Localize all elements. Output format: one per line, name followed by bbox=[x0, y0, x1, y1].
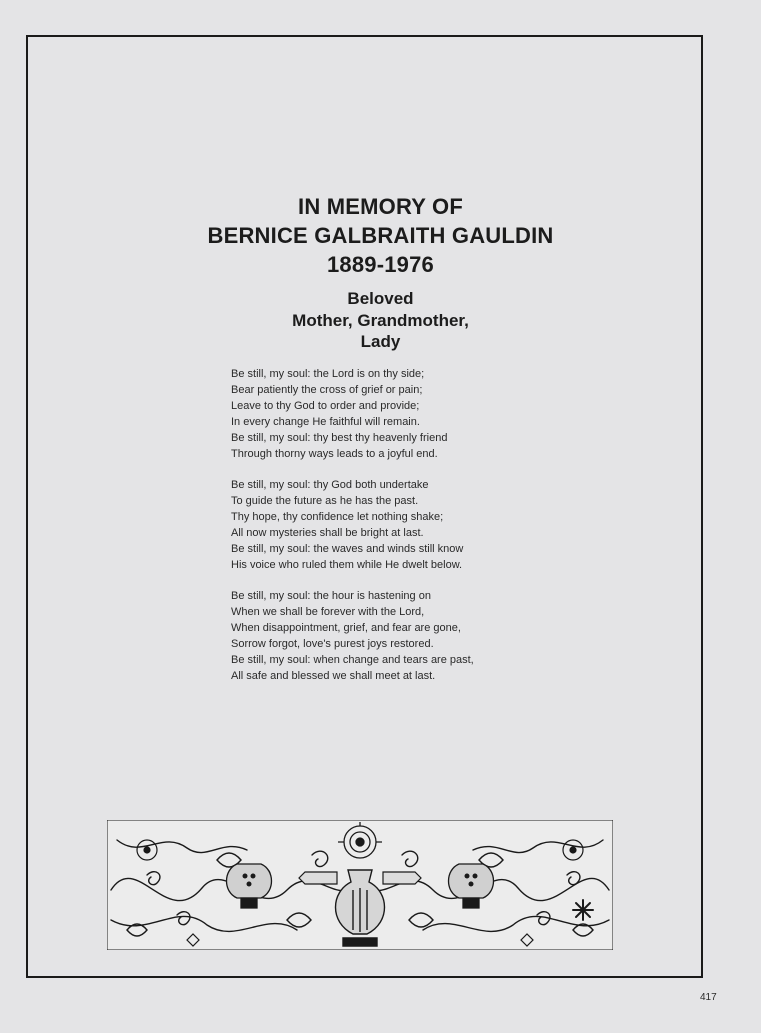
poem-line: In every change He faithful will remain. bbox=[231, 416, 420, 428]
heading-line-1: IN MEMORY OF bbox=[298, 194, 463, 219]
poem-line: When disappointment, grief, and fear are gone, bbox=[231, 622, 461, 634]
subheading-line-2: Mother, Grandmother, bbox=[292, 310, 469, 330]
poem-line: When we shall be forever with the Lord, bbox=[231, 606, 425, 618]
subheading-line-1: Beloved bbox=[347, 289, 414, 308]
poem-line: Be still, my soul: when change and tears are past, bbox=[231, 654, 474, 666]
memorial-heading bbox=[0, 192, 761, 279]
poem-line: All now mysteries shall be bright at last. bbox=[231, 527, 424, 539]
poem bbox=[231, 366, 474, 699]
poem-line: Leave to thy God to order and provide; bbox=[231, 400, 420, 412]
memorial-subheading bbox=[0, 288, 761, 353]
poem-line: Through thorny ways leads to a joyful end. bbox=[231, 448, 438, 460]
poem-line: Be still, my soul: the waves and winds still know bbox=[231, 543, 464, 555]
poem-line: To guide the future as he has the past. bbox=[231, 495, 419, 507]
poem-line: Be still, my soul: the Lord is on thy side; bbox=[231, 368, 425, 380]
poem-line: Sorrow forgot, love's purest joys restored. bbox=[231, 638, 434, 650]
poem-line: Be still, my soul: thy God both undertake bbox=[231, 479, 429, 491]
page-number: 417 bbox=[700, 992, 717, 1003]
heading-name: BERNICE GALBRAITH GAULDIN bbox=[207, 223, 554, 248]
poem-line: Bear patiently the cross of grief or pain; bbox=[231, 384, 423, 396]
poem-line: Be still, my soul: thy best thy heavenly friend bbox=[231, 432, 448, 444]
poem-line: Thy hope, thy confidence let nothing shake; bbox=[231, 511, 444, 523]
poem-stanza-2 bbox=[231, 477, 474, 573]
poem-line: All safe and blessed we shall meet at last. bbox=[231, 670, 436, 682]
heading-years: 1889-1976 bbox=[326, 252, 434, 277]
poem-stanza-1 bbox=[231, 366, 474, 462]
floral-ornament-icon bbox=[107, 820, 613, 950]
poem-line: Be still, my soul: the hour is hastening on bbox=[231, 590, 431, 602]
poem-stanza-3 bbox=[231, 588, 474, 684]
poem-line: His voice who ruled them while He dwelt below. bbox=[231, 559, 463, 571]
subheading-line-3: Lady bbox=[360, 332, 401, 351]
